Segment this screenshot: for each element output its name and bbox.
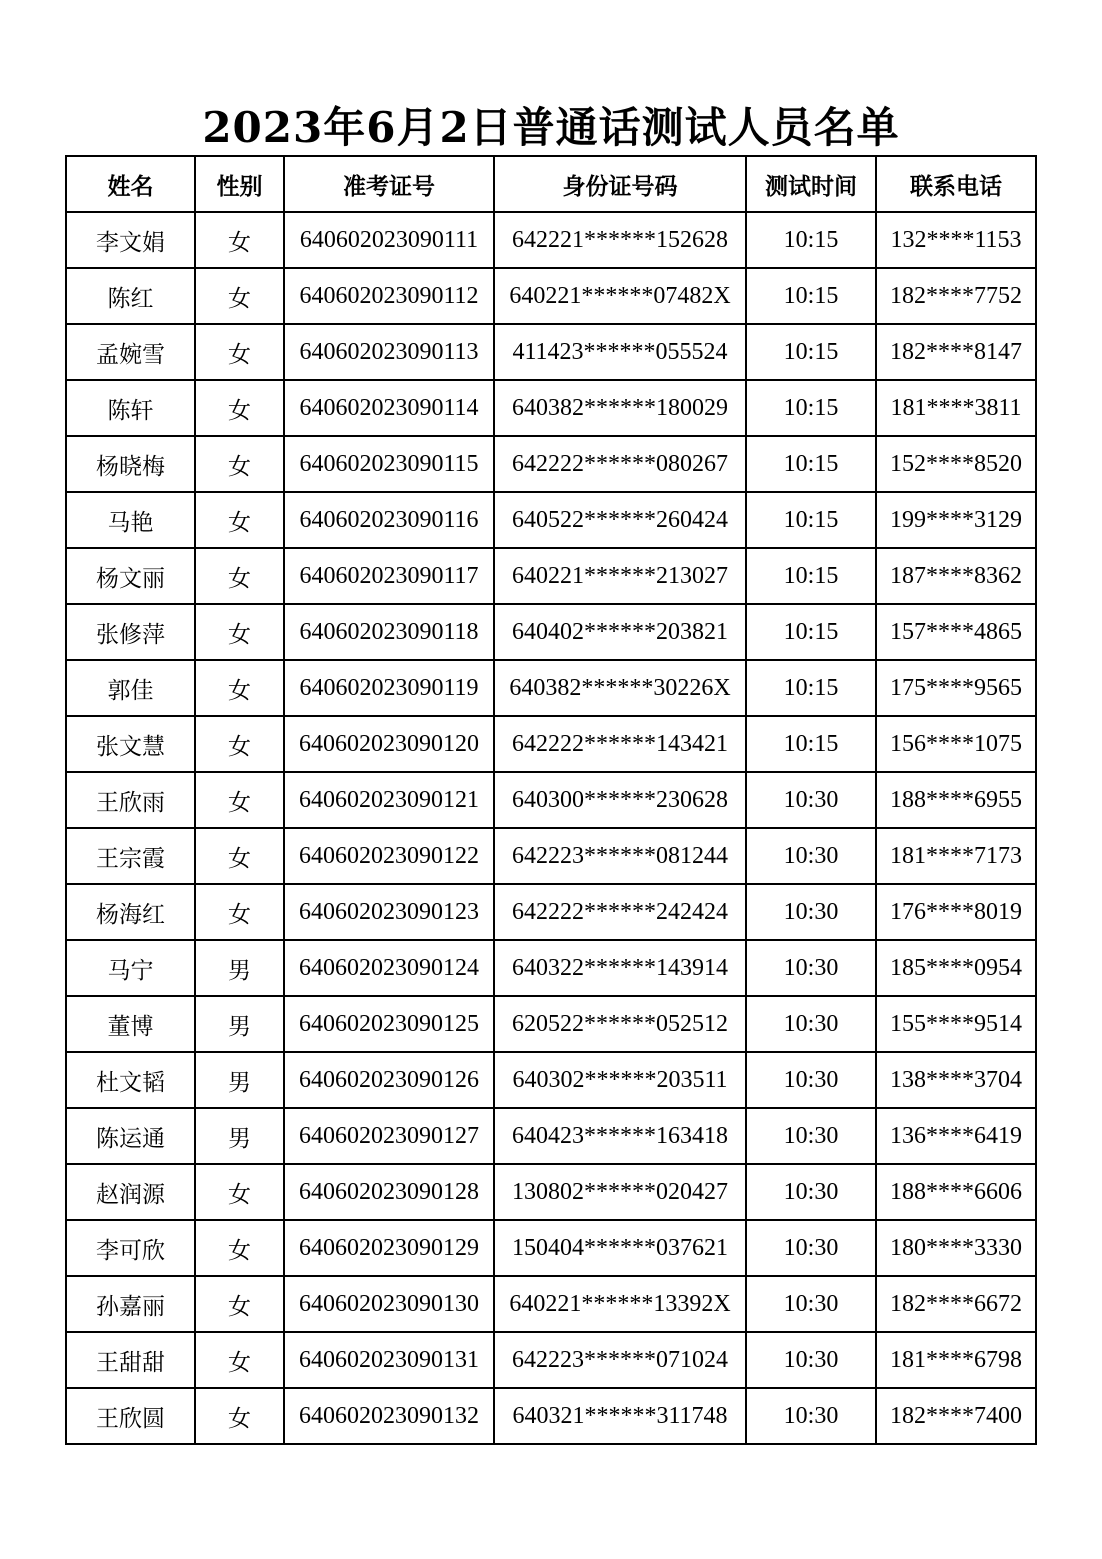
cell-gender: 女 xyxy=(195,604,284,660)
cell-phone: 199****3129 xyxy=(876,492,1036,548)
cell-test-time: 10:30 xyxy=(746,1220,876,1276)
cell-test-time: 10:15 xyxy=(746,716,876,772)
cell-test-time: 10:15 xyxy=(746,380,876,436)
cell-exam-no: 640602023090116 xyxy=(284,492,494,548)
cell-id-no: 640321******311748 xyxy=(494,1388,746,1444)
table-row xyxy=(66,1052,1036,1108)
cell-test-time: 10:30 xyxy=(746,1052,876,1108)
cell-id-no: 640221******13392X xyxy=(494,1276,746,1332)
cell-id-no: 640382******30226X xyxy=(494,660,746,716)
cell-name: 陈运通 xyxy=(66,1108,195,1164)
cell-phone: 182****7400 xyxy=(876,1388,1036,1444)
cell-phone: 188****6955 xyxy=(876,772,1036,828)
cell-test-time: 10:15 xyxy=(746,604,876,660)
cell-exam-no: 640602023090126 xyxy=(284,1052,494,1108)
table-row xyxy=(66,268,1036,324)
cell-exam-no: 640602023090132 xyxy=(284,1388,494,1444)
cell-id-no: 640322******143914 xyxy=(494,940,746,996)
cell-test-time: 10:15 xyxy=(746,212,876,268)
cell-name: 陈红 xyxy=(66,268,195,324)
table-row xyxy=(66,324,1036,380)
table-row xyxy=(66,604,1036,660)
cell-gender: 女 xyxy=(195,1388,284,1444)
cell-exam-no: 640602023090119 xyxy=(284,660,494,716)
cell-gender: 女 xyxy=(195,772,284,828)
roster-table xyxy=(65,155,1037,1445)
cell-gender: 男 xyxy=(195,1108,284,1164)
cell-test-time: 10:30 xyxy=(746,828,876,884)
cell-exam-no: 640602023090113 xyxy=(284,324,494,380)
cell-phone: 185****0954 xyxy=(876,940,1036,996)
cell-id-no: 642223******081244 xyxy=(494,828,746,884)
cell-test-time: 10:30 xyxy=(746,884,876,940)
cell-gender: 女 xyxy=(195,268,284,324)
table-row xyxy=(66,828,1036,884)
cell-phone: 136****6419 xyxy=(876,1108,1036,1164)
cell-id-no: 411423******055524 xyxy=(494,324,746,380)
cell-exam-no: 640602023090131 xyxy=(284,1332,494,1388)
cell-gender: 女 xyxy=(195,380,284,436)
cell-phone: 176****8019 xyxy=(876,884,1036,940)
cell-test-time: 10:30 xyxy=(746,940,876,996)
cell-phone: 182****6672 xyxy=(876,1276,1036,1332)
cell-exam-no: 640602023090127 xyxy=(284,1108,494,1164)
cell-gender: 女 xyxy=(195,548,284,604)
header-exam-no: 准考证号 xyxy=(284,156,494,212)
cell-name: 马艳 xyxy=(66,492,195,548)
cell-phone: 175****9565 xyxy=(876,660,1036,716)
cell-name: 董博 xyxy=(66,996,195,1052)
cell-gender: 女 xyxy=(195,436,284,492)
cell-id-no: 640300******230628 xyxy=(494,772,746,828)
cell-test-time: 10:15 xyxy=(746,436,876,492)
cell-test-time: 10:30 xyxy=(746,1164,876,1220)
cell-exam-no: 640602023090114 xyxy=(284,380,494,436)
header-row xyxy=(66,156,1036,212)
table-row xyxy=(66,660,1036,716)
cell-id-no: 642221******152628 xyxy=(494,212,746,268)
cell-test-time: 10:15 xyxy=(746,660,876,716)
page-title: 2023年6月2日普通话测试人员名单 xyxy=(202,103,900,152)
cell-gender: 男 xyxy=(195,940,284,996)
table-row xyxy=(66,884,1036,940)
roster-body xyxy=(66,212,1036,1444)
cell-exam-no: 640602023090122 xyxy=(284,828,494,884)
cell-name: 王欣圆 xyxy=(66,1388,195,1444)
cell-test-time: 10:30 xyxy=(746,996,876,1052)
table-row xyxy=(66,1108,1036,1164)
cell-gender: 女 xyxy=(195,492,284,548)
cell-gender: 男 xyxy=(195,1052,284,1108)
cell-gender: 女 xyxy=(195,1332,284,1388)
cell-gender: 女 xyxy=(195,660,284,716)
table-row xyxy=(66,940,1036,996)
cell-name: 马宁 xyxy=(66,940,195,996)
cell-exam-no: 640602023090123 xyxy=(284,884,494,940)
cell-exam-no: 640602023090120 xyxy=(284,716,494,772)
cell-phone: 155****9514 xyxy=(876,996,1036,1052)
cell-gender: 女 xyxy=(195,1276,284,1332)
cell-exam-no: 640602023090128 xyxy=(284,1164,494,1220)
header-name: 姓名 xyxy=(66,156,195,212)
cell-test-time: 10:30 xyxy=(746,1276,876,1332)
cell-name: 李可欣 xyxy=(66,1220,195,1276)
cell-name: 张文慧 xyxy=(66,716,195,772)
cell-name: 孙嘉丽 xyxy=(66,1276,195,1332)
cell-name: 陈轩 xyxy=(66,380,195,436)
cell-name: 王欣雨 xyxy=(66,772,195,828)
cell-phone: 182****8147 xyxy=(876,324,1036,380)
cell-phone: 180****3330 xyxy=(876,1220,1036,1276)
cell-exam-no: 640602023090121 xyxy=(284,772,494,828)
cell-test-time: 10:30 xyxy=(746,772,876,828)
cell-exam-no: 640602023090118 xyxy=(284,604,494,660)
cell-test-time: 10:15 xyxy=(746,492,876,548)
cell-id-no: 640221******213027 xyxy=(494,548,746,604)
cell-gender: 女 xyxy=(195,212,284,268)
cell-test-time: 10:15 xyxy=(746,268,876,324)
cell-exam-no: 640602023090117 xyxy=(284,548,494,604)
cell-phone: 181****7173 xyxy=(876,828,1036,884)
cell-name: 张修萍 xyxy=(66,604,195,660)
cell-name: 郭佳 xyxy=(66,660,195,716)
cell-phone: 132****1153 xyxy=(876,212,1036,268)
cell-id-no: 620522******052512 xyxy=(494,996,746,1052)
table-row xyxy=(66,1164,1036,1220)
header-id-no: 身份证号码 xyxy=(494,156,746,212)
cell-exam-no: 640602023090111 xyxy=(284,212,494,268)
table-row xyxy=(66,716,1036,772)
cell-name: 王甜甜 xyxy=(66,1332,195,1388)
cell-gender: 女 xyxy=(195,1220,284,1276)
cell-name: 赵润源 xyxy=(66,1164,195,1220)
cell-phone: 181****6798 xyxy=(876,1332,1036,1388)
cell-phone: 187****8362 xyxy=(876,548,1036,604)
table-row xyxy=(66,996,1036,1052)
cell-test-time: 10:30 xyxy=(746,1108,876,1164)
cell-id-no: 642222******143421 xyxy=(494,716,746,772)
cell-id-no: 640382******180029 xyxy=(494,380,746,436)
cell-phone: 156****1075 xyxy=(876,716,1036,772)
cell-gender: 男 xyxy=(195,996,284,1052)
cell-name: 杨海红 xyxy=(66,884,195,940)
cell-test-time: 10:30 xyxy=(746,1388,876,1444)
table-row xyxy=(66,1388,1036,1444)
cell-id-no: 640423******163418 xyxy=(494,1108,746,1164)
cell-test-time: 10:30 xyxy=(746,1332,876,1388)
cell-phone: 157****4865 xyxy=(876,604,1036,660)
cell-phone: 188****6606 xyxy=(876,1164,1036,1220)
cell-id-no: 640522******260424 xyxy=(494,492,746,548)
table-row xyxy=(66,1276,1036,1332)
table-row xyxy=(66,1220,1036,1276)
table-row xyxy=(66,772,1036,828)
cell-name: 杨文丽 xyxy=(66,548,195,604)
cell-gender: 女 xyxy=(195,884,284,940)
cell-gender: 女 xyxy=(195,828,284,884)
header-phone: 联系电话 xyxy=(876,156,1036,212)
header-gender: 性别 xyxy=(195,156,284,212)
cell-exam-no: 640602023090129 xyxy=(284,1220,494,1276)
cell-gender: 女 xyxy=(195,1164,284,1220)
table-row xyxy=(66,548,1036,604)
cell-phone: 152****8520 xyxy=(876,436,1036,492)
cell-id-no: 640221******07482X xyxy=(494,268,746,324)
cell-id-no: 640402******203821 xyxy=(494,604,746,660)
table-row xyxy=(66,492,1036,548)
cell-phone: 182****7752 xyxy=(876,268,1036,324)
cell-exam-no: 640602023090124 xyxy=(284,940,494,996)
cell-phone: 181****3811 xyxy=(876,380,1036,436)
cell-exam-no: 640602023090112 xyxy=(284,268,494,324)
cell-id-no: 642222******242424 xyxy=(494,884,746,940)
cell-name: 杜文韬 xyxy=(66,1052,195,1108)
table-row xyxy=(66,1332,1036,1388)
cell-gender: 女 xyxy=(195,716,284,772)
table-row xyxy=(66,436,1036,492)
cell-name: 孟婉雪 xyxy=(66,324,195,380)
cell-test-time: 10:15 xyxy=(746,324,876,380)
table-row xyxy=(66,212,1036,268)
cell-exam-no: 640602023090115 xyxy=(284,436,494,492)
cell-id-no: 642223******071024 xyxy=(494,1332,746,1388)
cell-phone: 138****3704 xyxy=(876,1052,1036,1108)
cell-name: 李文娟 xyxy=(66,212,195,268)
cell-name: 王宗霞 xyxy=(66,828,195,884)
cell-id-no: 150404******037621 xyxy=(494,1220,746,1276)
cell-test-time: 10:15 xyxy=(746,548,876,604)
table-row xyxy=(66,380,1036,436)
cell-id-no: 642222******080267 xyxy=(494,436,746,492)
cell-id-no: 130802******020427 xyxy=(494,1164,746,1220)
cell-exam-no: 640602023090125 xyxy=(284,996,494,1052)
cell-id-no: 640302******203511 xyxy=(494,1052,746,1108)
cell-name: 杨晓梅 xyxy=(66,436,195,492)
cell-exam-no: 640602023090130 xyxy=(284,1276,494,1332)
cell-gender: 女 xyxy=(195,324,284,380)
header-test-time: 测试时间 xyxy=(746,156,876,212)
